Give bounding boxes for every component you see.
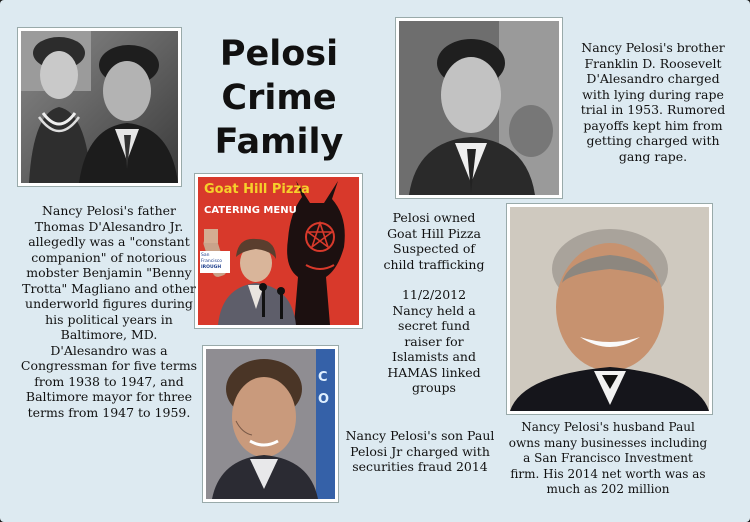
son-photo-banner-text: C O (318, 370, 330, 407)
caption-line: D'Alesandro charged (586, 71, 720, 86)
pizza-subtitle: CATERING MENU (204, 205, 297, 216)
caption-line: underworld figures during (25, 296, 193, 311)
caption-line: Nancy held a (392, 302, 476, 318)
caption-line: companion" of notorious (31, 249, 187, 265)
fundraiser-caption (372, 287, 496, 396)
pizza-sign-line: IROUGH (201, 265, 222, 270)
title-line: Family (214, 122, 344, 162)
caption-line: Congressman for five terms (20, 358, 198, 373)
caption-line: a San Francisco Investment (523, 451, 693, 465)
caption-line: Nancy Pelosi's son Paul (345, 428, 495, 443)
title-line: Crime (221, 78, 337, 118)
caption-line: with lying during rape (582, 86, 724, 102)
caption-line: trial in 1953. Rumored (580, 102, 726, 117)
caption-line: terms from 1947 to 1959. (27, 404, 191, 420)
caption-line: Pelosi owned (392, 210, 476, 225)
husband-caption (506, 420, 710, 498)
pizza-sign-line: San Francisco (201, 253, 223, 264)
caption-line: his political years in (45, 311, 173, 327)
caption-line: much as 202 million (546, 482, 670, 496)
caption-line: groups (412, 380, 456, 395)
caption-line: child trafficking (383, 256, 485, 272)
poster-title (200, 32, 358, 164)
pizza-brand: Goat Hill Pizza (204, 182, 310, 197)
caption-line: gang rape. (618, 148, 688, 164)
caption-line: Trotta" Magliano and other (22, 280, 196, 296)
brother-caption (564, 40, 742, 164)
caption-line: Nancy Pelosi's husband Paul (521, 420, 695, 434)
caption-line: firm. His 2014 net worth was as (510, 466, 706, 481)
title-line: Pelosi (219, 34, 339, 74)
husband-photo (507, 204, 712, 414)
caption-line: from 1938 to 1947, and (34, 373, 184, 389)
goat-hill-pizza-ad (195, 174, 362, 328)
caption-line: payoffs kept him from (583, 117, 723, 133)
caption-line: raiser for (404, 333, 464, 349)
caption-line: Nancy Pelosi's brother (581, 40, 725, 55)
caption-line: Thomas D'Alesandro Jr. (34, 218, 184, 234)
caption-line: Goat Hill Pizza (387, 225, 481, 241)
caption-line: allegedly was a "constant (28, 234, 190, 249)
caption-line: Baltimore mayor for three (25, 389, 193, 404)
caption-line: D'Alesandro was a (50, 342, 168, 358)
caption-line: securities fraud 2014 (352, 459, 488, 474)
caption-line: Nancy Pelosi's father (41, 203, 176, 218)
caption-line: mobster Benjamin "Benny (26, 265, 192, 280)
caption-line: Pelosi Jr charged with (350, 443, 490, 459)
caption-line: Baltimore, MD. (60, 327, 158, 342)
father-caption (18, 203, 200, 420)
son-photo (203, 346, 338, 502)
caption-line: HAMAS linked (387, 364, 481, 380)
caption-line: getting charged with (586, 133, 720, 148)
caption-line: Islamists and (392, 349, 476, 364)
caption-line: 11/2/2012 (401, 287, 467, 302)
father-photo (18, 28, 181, 186)
caption-line: secret fund (398, 318, 470, 333)
caption-line: owns many businesses including (508, 435, 708, 450)
pizza-caption (372, 210, 496, 272)
brother-photo (396, 18, 562, 198)
caption-line: Suspected of (393, 241, 475, 256)
son-caption (340, 428, 500, 475)
caption-line: Franklin D. Roosevelt (584, 55, 722, 71)
pizza-sign (201, 253, 231, 271)
